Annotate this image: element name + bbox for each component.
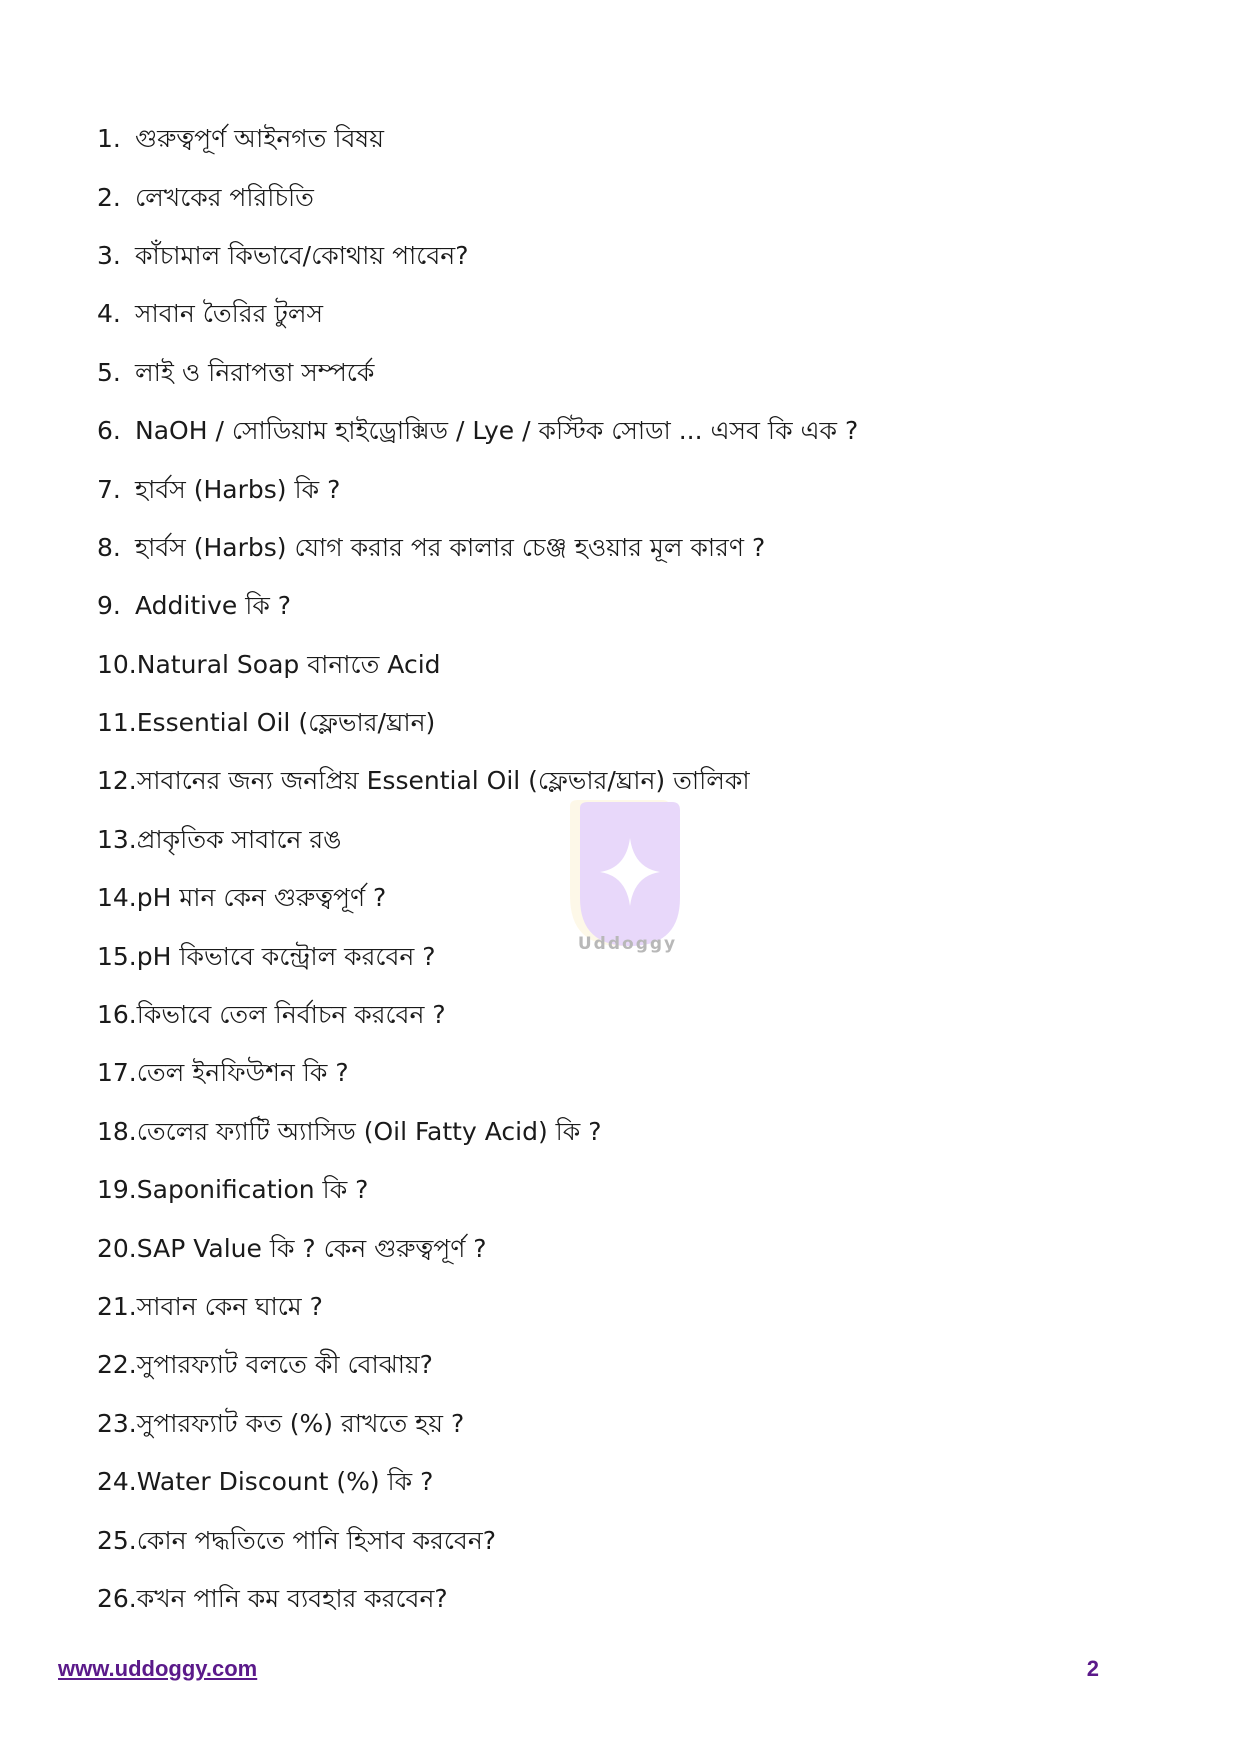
- toc-item-text: Water Discount (%) কি ?: [136, 1467, 434, 1497]
- toc-item-number: 2.: [97, 182, 121, 212]
- toc-item-text: Additive কি ?: [135, 591, 292, 621]
- toc-item: [97, 1278, 1157, 1336]
- watermark-label: Uddoggy: [577, 934, 678, 954]
- toc-item-text: লেখকের পরিচিতি: [135, 182, 314, 212]
- toc-item-text: তেলের ফ্যাটি অ্যাসিড (Oil Fatty Acid) কি ?: [136, 1116, 602, 1146]
- toc-item-number: 3.: [97, 240, 121, 270]
- toc-item-number: 20.: [97, 1233, 137, 1263]
- toc-item: [97, 344, 1157, 402]
- toc-item-text: সুপারফ্যাট কত (%) রাখতে হয় ?: [136, 1408, 465, 1438]
- toc-item-text: কিভাবে তেল নির্বাচন করবেন ?: [136, 1000, 446, 1030]
- toc-item: [97, 1044, 1157, 1102]
- toc-item-number: 22.: [97, 1350, 137, 1380]
- toc-item-text: কাঁচামাল কিভাবে/কোথায় পাবেন?: [135, 240, 469, 270]
- toc-item-text: সুপারফ্যাট বলতে কী বোঝায়?: [136, 1350, 433, 1380]
- toc-item-number: 15.: [97, 941, 137, 971]
- page-number: 2: [1086, 1656, 1099, 1681]
- toc-item: [97, 577, 1157, 635]
- toc-item-text: লাই ও নিরাপত্তা সম্পর্কে: [135, 357, 375, 387]
- toc-item-number: 6.: [97, 416, 121, 446]
- toc-item-number: 24.: [97, 1467, 137, 1497]
- toc-item-number: 14.: [97, 883, 137, 913]
- toc-item-number: 17.: [97, 1058, 137, 1088]
- toc-item-text: সাবান কেন ঘামে ?: [136, 1292, 323, 1321]
- toc-item-number: 11.: [97, 708, 137, 738]
- toc-item: [97, 168, 1157, 226]
- toc-item: [97, 694, 1157, 752]
- toc-item: [97, 1511, 1157, 1569]
- toc-item: [97, 460, 1157, 518]
- toc-item: [97, 285, 1157, 343]
- toc-item-text: গুরুত্বপূর্ণ আইনগত বিষয়: [135, 124, 384, 154]
- toc-item-number: 26.: [97, 1583, 137, 1613]
- toc-item-number: 18.: [97, 1116, 137, 1146]
- toc-item: [97, 1219, 1157, 1277]
- toc-item-number: 10.: [97, 649, 137, 679]
- toc-item-number: 7.: [97, 474, 121, 504]
- toc-item-number: 13.: [97, 824, 137, 854]
- toc-item-text: কোন পদ্ধতিতে পানি হিসাব করবেন?: [136, 1525, 497, 1555]
- toc-item-text: প্রাকৃতিক সাবানে রঙ: [136, 824, 342, 854]
- toc-item: [97, 1453, 1157, 1511]
- toc-item-number: 25.: [97, 1525, 137, 1555]
- toc-item: [97, 402, 1157, 460]
- toc-item-text: হার্বস (Harbs) যোগ করার পর কালার চেঞ্জ হওয়ার মূল কারণ ?: [135, 532, 766, 562]
- toc-item-number: 19.: [97, 1175, 137, 1205]
- toc-item: [97, 1395, 1157, 1453]
- toc-item: [97, 110, 1157, 168]
- toc-item: [97, 636, 1157, 694]
- toc-item-text: Saponification কি ?: [136, 1175, 369, 1205]
- toc-item-text: pH কিভাবে কন্ট্রোল করবেন ?: [136, 941, 436, 971]
- toc-item-text: Natural Soap বানাতে Acid: [136, 649, 441, 679]
- toc-item-text: NaOH / সোডিয়াম হাইড্রোক্সিড / Lye / কস্টিক সোডা ... এসব কি এক ?: [135, 416, 859, 446]
- footer-website-link[interactable]: www.uddoggy.com: [58, 1656, 258, 1681]
- toc-item-text: pH মান কেন গুরুত্বপূর্ণ ?: [136, 883, 387, 913]
- toc-item-text: সাবানের জন্য জনপ্রিয় Essential Oil (ফ্লেভার/ঘ্রান) তালিকা: [136, 766, 750, 796]
- toc-item: [97, 227, 1157, 285]
- toc-item: [97, 986, 1157, 1044]
- toc-item-text: Essential Oil (ফ্লেভার/ঘ্রান): [136, 708, 436, 738]
- toc-item: [97, 1161, 1157, 1219]
- toc-item: [97, 1103, 1157, 1161]
- toc-item-text: SAP Value কি ? কেন গুরুত্বপূর্ণ ?: [136, 1233, 487, 1263]
- toc-item: [97, 1570, 1157, 1628]
- toc-item-number: 8.: [97, 532, 121, 562]
- toc-item: [97, 1336, 1157, 1394]
- toc-item-text: হার্বস (Harbs) কি ?: [135, 474, 341, 504]
- toc-item-number: 12.: [97, 766, 137, 796]
- toc-item-number: 5.: [97, 357, 121, 387]
- toc-item: [97, 519, 1157, 577]
- toc-item-text: কখন পানি কম ব্যবহার করবেন?: [136, 1583, 448, 1613]
- toc-item-number: 21.: [97, 1292, 137, 1321]
- toc-item-text: সাবান তৈরির টুলস: [135, 299, 324, 329]
- toc-item-number: 4.: [97, 299, 121, 329]
- toc-item-number: 1.: [97, 124, 121, 154]
- toc-item-text: তেল ইনফিউশন কি ?: [136, 1058, 349, 1088]
- toc-item-number: 16.: [97, 1000, 137, 1030]
- toc-item-number: 9.: [97, 591, 121, 621]
- toc-item-number: 23.: [97, 1408, 137, 1438]
